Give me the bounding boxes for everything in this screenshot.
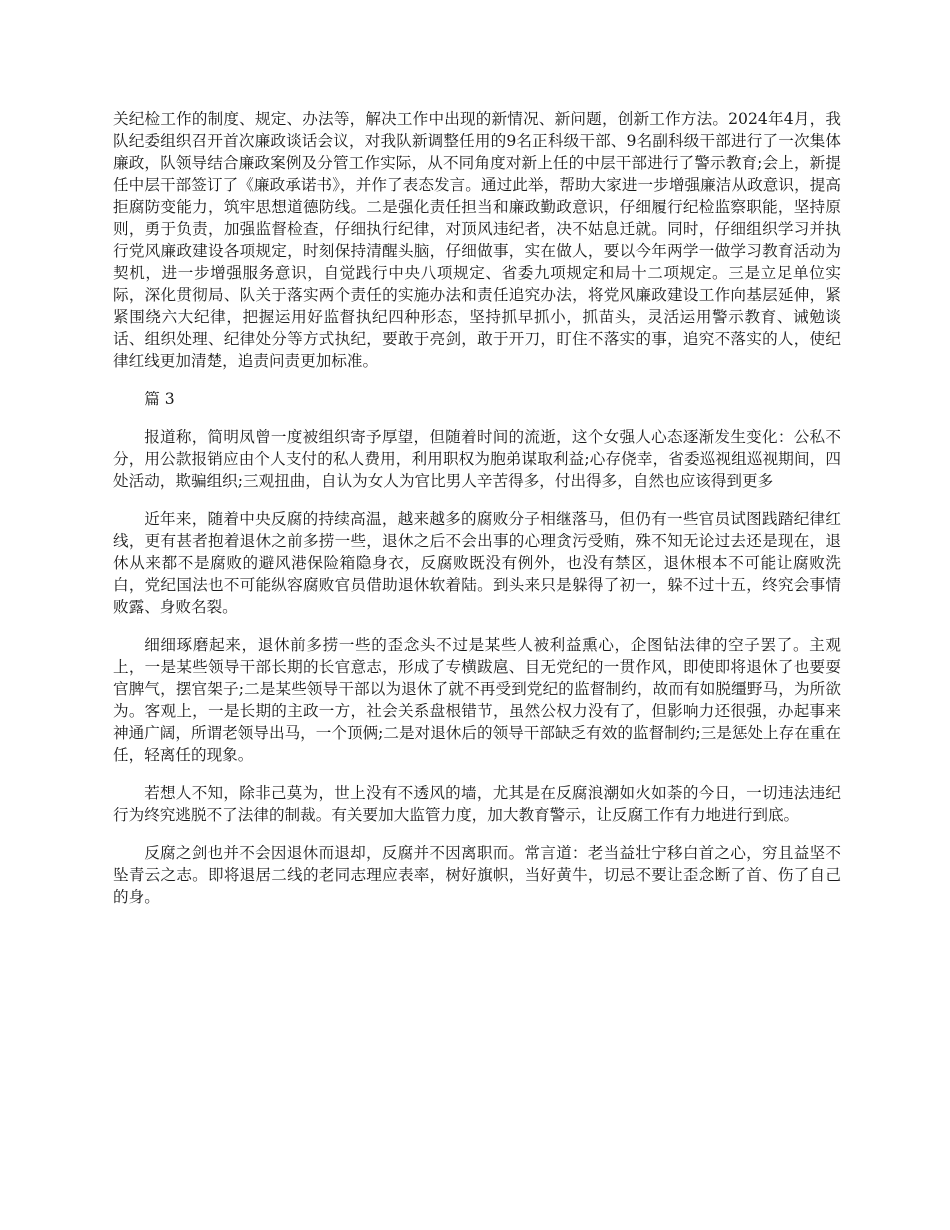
- section-heading: 篇 3: [144, 390, 175, 408]
- paragraph: 报道称，简明凤曾一度被组织寄予厚望，但随着时间的流逝，这个女强人心态逐渐发生变化：公私不分，用公款报销应由个人支付的私人费用，利用职权为胞弟谋取利益;心存侥幸，省委巡视组巡视期间，四处活动，欺骗组织;三观扭曲，自认为女人为官比男人辛苦得多，付出得多，自然也应该得到更多: [113, 428, 841, 490]
- paragraph: 近年来，随着中央反腐的持续高温，越来越多的腐败分子相继落马，但仍有一些官员试图践踏纪律红线，更有甚者抱着退休之前多捞一些，退休之后不会出事的心理贪污受贿，殊不知无论过去还是现在，退休从来都不是腐败的避风港保险箱隐身衣，反腐败既没有例外，也没有禁区，退休根本不可能让腐败洗白，党纪国法也不可能纵容腐败官员借助退休软着陆。到头来只是躲得了初一，躲不过十五，终究会事情败露、身败名裂。: [113, 510, 841, 616]
- paragraph: 若想人不知，除非己莫为，世上没有不透风的墙，尤其是在反腐浪潮如火如荼的今日，一切违法违纪行为终究逃脱不了法律的制裁。有关要加大监管力度，加大教育警示，让反腐工作有力地进行到底。: [113, 784, 841, 824]
- paragraph-continuation: 关纪检工作的制度、规定、办法等，解决工作中出现的新情况、新问题，创新工作方法。2024年4月，我队纪委组织召开首次廉政谈话会议，对我队新调整任用的9名正科级干部、9名副科级干部进行了一次集体廉政，队领导结合廉政案例及分管工作实际，从不同角度对新上任的中层干部进行了警示教育;会上，新提任中层干部签订了《廉政承诺书》，并作了表态发言。通过此举，帮助大家进一步增强廉洁从政意识，提高拒腐防变能力，筑牢思想道德防线。二是强化责任担当和廉政勤政意识，仔细履行纪检监察职能，坚持原则，勇于负责，加强监督检查，仔细执行纪律，对顶风违纪者，决不姑息迁就。同时，仔细组织学习并执行党风廉政建设各项规定，时刻保持清醒头脑，仔细做事，实在做人，要以今年两学一做学习教育活动为契机，进一步增强服务意识，自觉践行中央八项规定、省委九项规定和局十二项规定。三是立足单位实际，深化贯彻局、队关于落实两个责任的实施办法和责任追究办法，将党风廉政建设工作向基层延伸，紧紧围绕六大纪律，把握运用好监督执纪四种形态，坚持抓早抓小，抓苗头，灵活运用警示教育、诫勉谈话、组织处理、纪律处分等方式执纪，要敢于亮剑，敢于开刀，盯住不落实的事，追究不落实的人，使纪律红线更加清楚，追责问责更加标准。: [113, 110, 841, 370]
- paragraph: 细细琢磨起来，退休前多捞一些的歪念头不过是某些人被利益熏心，企图钻法律的空子罢了。主观上，一是某些领导干部长期的长官意志，形成了专横跋扈、目无党纪的一贯作风，即使即将退休了也要耍官脾气，摆官架子;二是某些领导干部以为退休了就不再受到党纪的监督制约，故而有如脱缰野马，为所欲为。客观上，一是长期的主政一方，社会关系盘根错节，虽然公权力没有了，但影响力还很强，办起事来神通广阔，所谓老领导出马，一个顶俩;二是对退休后的领导干部缺乏有效的监督制约;三是惩处上存在重在任，轻离任的现象。: [113, 636, 841, 764]
- paragraph: 反腐之剑也并不会因退休而退却，反腐并不因离职而。常言道：老当益壮宁移白首之心，穷且益坚不坠青云之志。即将退居二线的老同志理应表率，树好旗帜，当好黄牛，切忌不要让歪念断了首、伤了自己的身。: [113, 844, 841, 906]
- document-page: [113, 108, 841, 924]
